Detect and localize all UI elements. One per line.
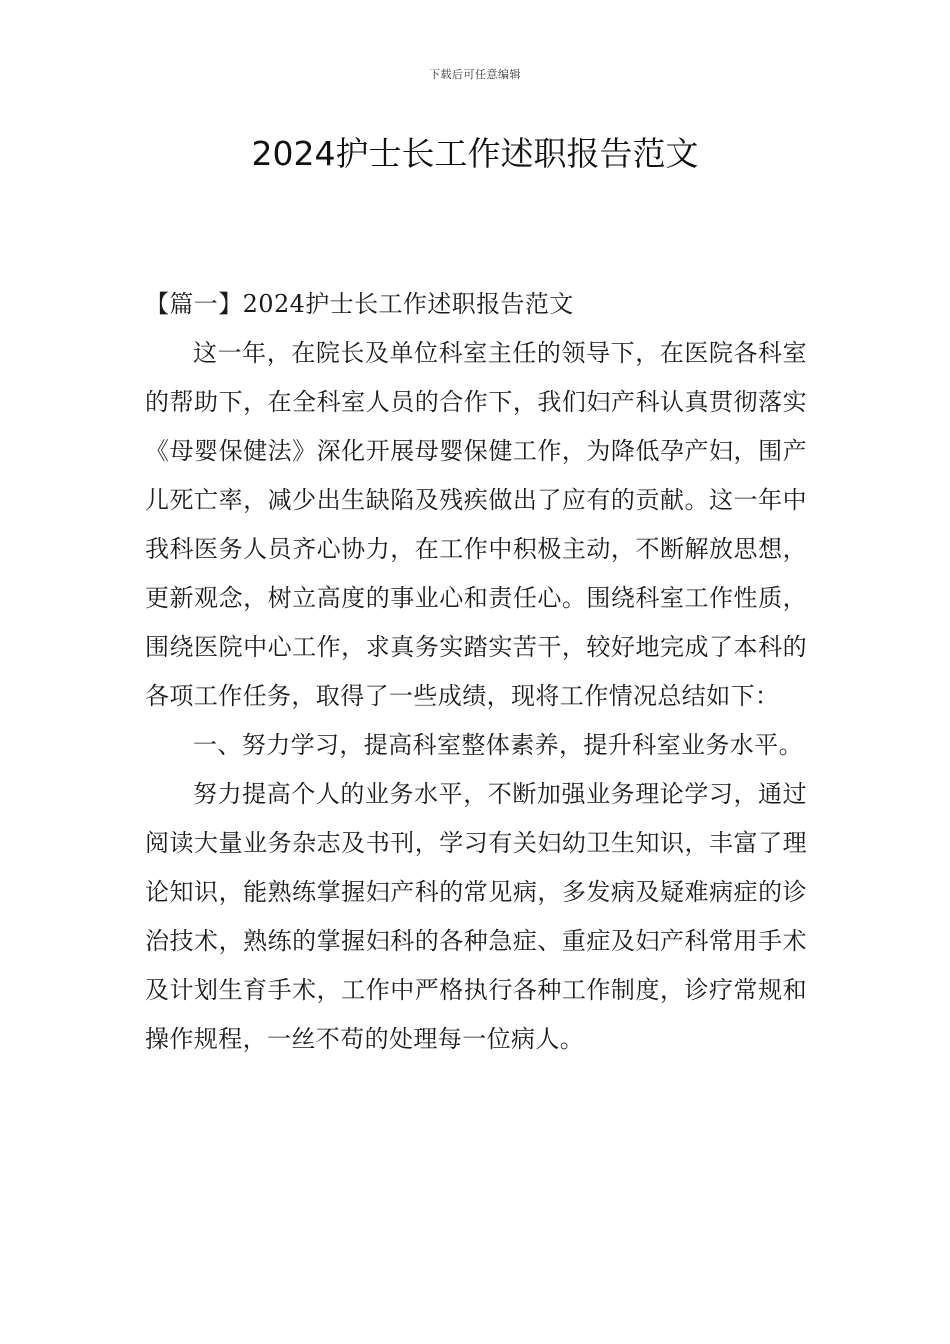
document-title: 2024护士长工作述职报告范文 <box>251 134 699 173</box>
header-note: 下载后可任意编辑 <box>429 68 521 81</box>
body-paragraph-intro: 这一年，在院长及单位科室主任的领导下，在医院各科室的帮助下，在全科室人员的合作下，我们妇产科认真贯彻落实《母婴保健法》深化开展母婴保健工作，为降低孕产妇，围产儿死亡率，减少出生缺陷及残疾做出了应有的贡献。这一年中我科医务人员齐心协力，在工作中积极主动，不断解放思想，更新观念，树立高度的事业心和责任心。围绕科室工作性质，围绕医院中心工作，求真务实踏实苦干，较好地完成了本科的各项工作任务，取得了一些成绩，现将工作情况总结如下： <box>145 339 807 710</box>
section-heading: 【篇一】2024护士长工作述职报告范文 <box>145 290 574 318</box>
body-paragraph-point-one: 一、努力学习，提高科室整体素养，提升科室业务水平。 <box>193 731 803 759</box>
body-paragraph-study: 努力提高个人的业务水平，不断加强业务理论学习，通过阅读大量业务杂志及书刊，学习有关妇幼卫生知识，丰富了理论知识，能熟练掌握妇产科的常见病，多发病及疑难病症的诊治技术，熟练的掌握妇科的各种急症、重症及妇产科常用手术及计划生育手术，工作中严格执行各种工作制度，诊疗常规和操作规程，一丝不苟的处理每一位病人。 <box>145 780 807 1053</box>
document-body <box>145 280 807 1064</box>
